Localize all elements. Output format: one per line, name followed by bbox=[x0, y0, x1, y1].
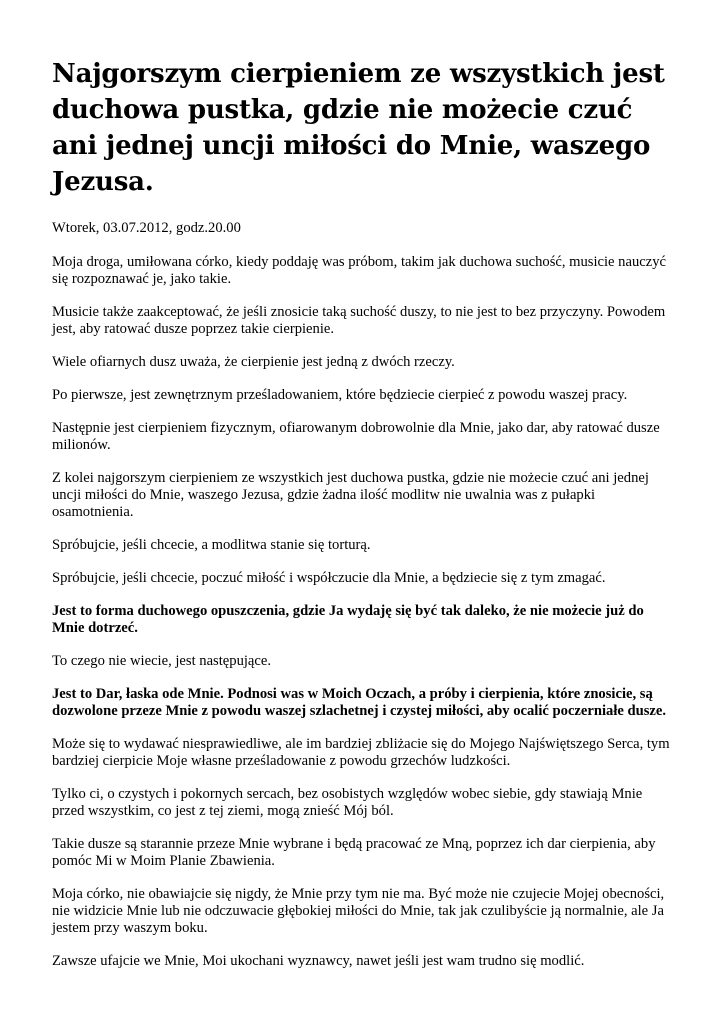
paragraph: Następnie jest cierpieniem fizycznym, ofiarowanym dobrowolnie dla Mnie, jako dar, aby ratować dusze milionów. bbox=[52, 420, 660, 453]
paragraph: Musicie także zaakceptować, że jeśli znosicie taką suchość duszy, to nie jest to bez przyczyny. Powodem jest, aby ratować dusze poprzez takie cierpienie. bbox=[52, 304, 666, 337]
paragraph: Wiele ofiarnych dusz uważa, że cierpienie jest jedną z dwóch rzeczy. bbox=[52, 354, 455, 370]
paragraph: Spróbujcie, jeśli chcecie, a modlitwa stanie się torturą. bbox=[52, 537, 371, 553]
paragraph: Zawsze ufajcie we Mnie, Moi ukochani wyznawcy, nawet jeśli jest wam trudno się modlić. bbox=[52, 953, 585, 969]
paragraph-bold: Jest to forma duchowego opuszczenia, gdzie Ja wydaję się być tak daleko, że nie możecie już do Mnie dotrzeć. bbox=[52, 603, 644, 636]
page-title: Najgorszym cierpieniem ze wszystkich jest duchowa pustka, gdzie nie możecie czuć ani jednej uncji miłości do Mnie, waszego Jezusa. bbox=[52, 59, 665, 197]
paragraph: Może się to wydawać niesprawiedliwe, ale im bardziej zbliżacie się do Mojego Najświętszego Serca, tym bardziej cierpicie Moje własne prześladowanie z powodu grzechów ludzkości. bbox=[52, 736, 670, 769]
document-page bbox=[52, 56, 678, 986]
paragraph-bold: Jest to Dar, łaska ode Mnie. Podnosi was w Moich Oczach, a próby i cierpienia, które znosicie, są dozwolone przeze Mnie z powodu waszej szlachetnej i czystej miłości, aby ocalić poczerniałe dusze. bbox=[52, 686, 667, 719]
paragraph: Moja droga, umiłowana córko, kiedy poddaję was próbom, takim jak duchowa suchość, musicie nauczyć się rozpoznawać je, jako takie. bbox=[52, 254, 666, 287]
paragraph: Moja córko, nie obawiajcie się nigdy, że Mnie przy tym nie ma. Być może nie czujecie Mojej obecności, nie widzicie Mnie lub nie odczuwacie głębokiej miłości do Mnie, tak jak czulibyście ją normalnie, ale Ja jestem przy waszym boku. bbox=[52, 886, 665, 936]
paragraph: To czego nie wiecie, jest następujące. bbox=[52, 653, 271, 669]
paragraph: Takie dusze są starannie przeze Mnie wybrane i będą pracować ze Mną, poprzez ich dar cierpienia, aby pomóc Mi w Moim Planie Zbawienia. bbox=[52, 836, 656, 869]
paragraph: Po pierwsze, jest zewnętrznym prześladowaniem, które będziecie cierpieć z powodu waszej pracy. bbox=[52, 387, 628, 403]
paragraph: Tylko ci, o czystych i pokornych sercach, bez osobistych względów wobec siebie, gdy stawiają Mnie przed wszystkim, co jest z tej ziemi, mogą znieść Mój ból. bbox=[52, 786, 643, 819]
message-date: Wtorek, 03.07.2012, godz.20.00 bbox=[52, 220, 241, 236]
paragraph: Spróbujcie, jeśli chcecie, poczuć miłość i współczucie dla Mnie, a będziecie się z tym zmagać. bbox=[52, 570, 606, 586]
paragraph: Z kolei najgorszym cierpieniem ze wszystkich jest duchowa pustka, gdzie nie możecie czuć ani jednej uncji miłości do Mnie, waszego Jezusa, gdzie żadna ilość modlitw nie uwalnia was z pułapki osamotnienia. bbox=[52, 470, 649, 520]
